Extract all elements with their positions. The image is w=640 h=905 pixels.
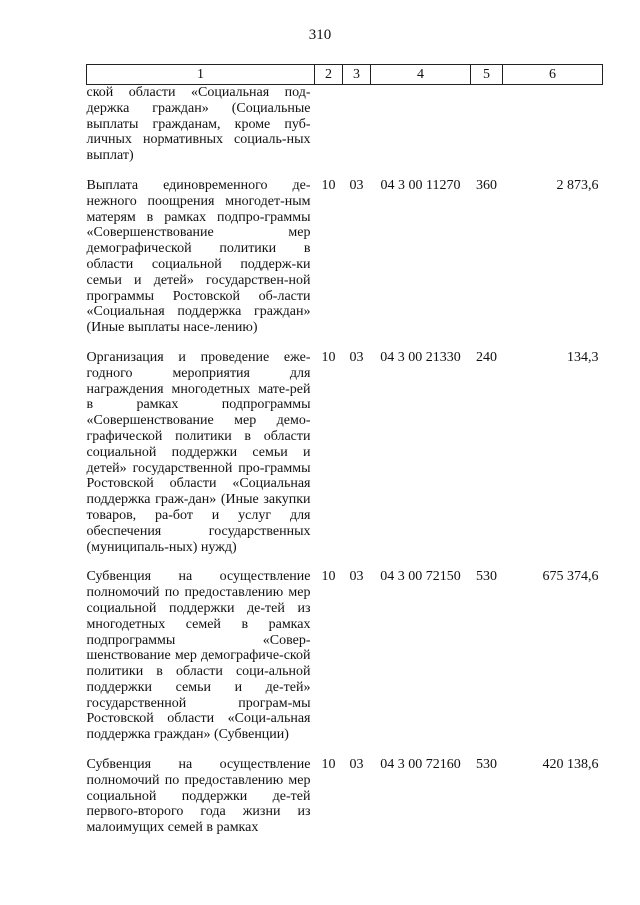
table-row <box>87 569 603 743</box>
row-spacer <box>87 743 603 757</box>
row-spacer <box>87 336 603 350</box>
row-target-code: 04 3 00 21330 <box>380 349 461 365</box>
row-description: Выплата единовременного де-нежного поощрения многодет-ным матерям в рамках подпро-граммы «Совершенствование мер демографической политики в области социальной поддерж-ки семьи и детей» государствен-ной программы Ростовской об-ласти «Социальная поддержка граждан» (Иные выплаты насе-лению) <box>86 177 311 336</box>
row-spacer <box>87 164 603 178</box>
table-row <box>87 85 603 164</box>
row-description: Организация и проведение еже-годного мероприятия для награждения многодетных мате-рей в рамках подпрограммы «Совершенствование мер демо-графической политики в области социальной поддержки семьи и детей» государственной про-граммы Ростовской области «Социальная поддержка граж-дан» (Иные закупки товаров, ра-бот и услуг для обеспечения государственных (муниципаль-ных) нужд) <box>86 349 311 555</box>
header-col-6: 6 <box>503 65 603 85</box>
row-subsection: 03 <box>349 177 364 193</box>
header-col-3: 3 <box>343 65 371 85</box>
budget-table <box>86 64 603 836</box>
row-subsection: 03 <box>349 757 364 773</box>
table-row <box>87 757 603 836</box>
row-section: 10 <box>321 177 336 193</box>
page-number: 310 <box>308 27 332 43</box>
row-subsection <box>343 85 371 164</box>
row-target-code: 04 3 00 72150 <box>380 569 461 585</box>
row-amount <box>503 85 603 164</box>
row-spacer <box>87 555 603 569</box>
header-col-1: 1 <box>87 65 315 85</box>
row-amount: 134,3 <box>567 349 599 365</box>
row-section: 10 <box>321 349 336 365</box>
row-description: Субвенция на осуществление полномочий по предоставлению мер социальной поддержки де-тей первого-второго года жизни из малоимущих семей в рамках <box>86 757 311 836</box>
row-target-code <box>371 85 471 164</box>
row-amount: 420 138,6 <box>542 757 599 773</box>
row-section: 10 <box>321 757 336 773</box>
header-col-4: 4 <box>371 65 471 85</box>
row-subsection: 03 <box>349 349 364 365</box>
row-section <box>315 85 343 164</box>
table-row <box>87 350 603 555</box>
row-expense-type: 530 <box>476 569 497 585</box>
row-description: Субвенция на осуществление полномочий по предоставлению мер социальной поддержки де-тей из многодетных семей в рамках подпрограммы «Совер-шенствование мер демографиче-ской политики в области соци-альной поддержки семьи и де-тей» государственной програм-мы Ростовской области «Соци-альная поддержка граждан» (Субвенции) <box>86 569 311 743</box>
header-row <box>87 65 603 85</box>
row-amount: 2 873,6 <box>556 177 599 193</box>
header-col-2: 2 <box>315 65 343 85</box>
row-target-code: 04 3 00 11270 <box>380 177 461 193</box>
row-section: 10 <box>321 569 336 585</box>
row-amount: 675 374,6 <box>542 569 599 585</box>
row-expense-type: 360 <box>476 177 497 193</box>
table-row <box>87 178 603 336</box>
header-col-5: 5 <box>471 65 503 85</box>
row-subsection: 03 <box>349 569 364 585</box>
row-description: ской области «Социальная под-держка граждан» (Социальные выплаты гражданам, кроме пуб-личных нормативных социаль-ных выплат) <box>86 85 311 164</box>
row-expense-type: 240 <box>476 349 497 365</box>
row-target-code: 04 3 00 72160 <box>380 757 461 773</box>
row-expense-type <box>471 85 503 164</box>
row-expense-type: 530 <box>476 757 497 773</box>
